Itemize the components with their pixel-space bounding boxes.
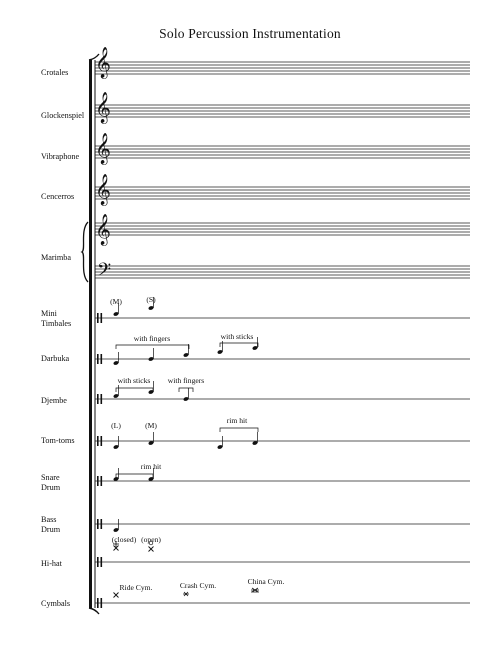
instrument-label-cencerros: Cencerros — [41, 192, 75, 201]
treble-clef-icon: 𝄞 — [95, 92, 111, 123]
instrument-label-crotales: Crotales — [41, 68, 69, 77]
percussion-clef-icon — [97, 519, 99, 529]
system-bracket — [89, 60, 92, 608]
treble-clef-icon: 𝄞 — [95, 47, 111, 78]
annotation-china-cymbal: China Cym. — [247, 577, 285, 586]
bass-clef-icon: 𝄢 — [97, 260, 112, 285]
percussion-clef-icon — [97, 476, 99, 486]
marimba-brace — [82, 222, 88, 282]
percussion-clef-icon — [101, 598, 103, 608]
phrase-bracket — [116, 388, 153, 392]
instrument-label-darbuka: Darbuka — [41, 354, 70, 363]
phrase-bracket — [220, 428, 258, 432]
annotation-open: (open) — [141, 535, 161, 544]
annotation-with-sticks: with sticks — [220, 332, 254, 341]
instrument-label-vibraphone: Vibraphone — [41, 152, 80, 161]
instrument-label-bass-drum: Bass Drum — [41, 515, 61, 534]
percussion-clef-icon — [97, 313, 99, 323]
treble-clef-icon: 𝄞 — [95, 133, 111, 164]
instrument-label-mini-timbales: Mini Timbales — [41, 309, 72, 328]
instrument-label-djembe: Djembe — [41, 396, 67, 405]
instrument-label-hi-hat: Hi-hat — [41, 559, 62, 568]
percussion-clef-icon — [101, 354, 103, 364]
phrase-bracket — [116, 345, 189, 349]
annotation-medium: (M) — [145, 421, 157, 430]
hihat-open-note — [149, 547, 154, 552]
bracket-hook — [89, 608, 99, 614]
percussion-clef-icon — [97, 354, 99, 364]
instrument-label-glockenspiel: Glockenspiel — [41, 111, 85, 120]
phrase-bracket — [220, 343, 258, 347]
treble-clef-icon: 𝄞 — [95, 174, 111, 205]
annotation-with-fingers: with fingers — [133, 334, 171, 343]
percussion-clef-icon — [97, 436, 99, 446]
phrase-bracket — [116, 474, 153, 478]
percussion-clef-icon — [101, 476, 103, 486]
instrument-label-snare-drum: Snare Drum — [41, 473, 61, 492]
annotation-rim-hit: rim hit — [140, 462, 162, 471]
percussion-clef-icon — [101, 557, 103, 567]
percussion-clef-icon — [97, 598, 99, 608]
percussion-clef-icon — [101, 519, 103, 529]
percussion-clef-icon — [97, 394, 99, 404]
china-cymbal-note — [251, 588, 259, 592]
annotation-small: (S) — [146, 295, 156, 304]
instrument-label-marimba: Marimba — [41, 253, 72, 262]
score-title: Solo Percussion Instrumentation — [159, 26, 341, 41]
percussion-clef-icon — [101, 313, 103, 323]
percussion-clef-icon — [101, 394, 103, 404]
instrument-label-tom-toms: Tom-toms — [41, 436, 75, 445]
instrument-label-cymbals: Cymbals — [41, 599, 71, 608]
annotation-with-fingers: with fingers — [167, 376, 205, 385]
annotation-medium: (M) — [110, 297, 122, 306]
annotation-closed: (closed) — [111, 535, 137, 544]
crash-cymbal-note — [183, 592, 189, 596]
treble-clef-icon: 𝄞 — [95, 214, 111, 245]
percussion-clef-icon — [97, 557, 99, 567]
annotation-large: (L) — [111, 421, 121, 430]
annotation-with-sticks: with sticks — [117, 376, 151, 385]
annotation-ride-cymbal: Ride Cym. — [119, 583, 153, 592]
annotation-crash-cymbal: Crash Cym. — [179, 581, 217, 590]
percussion-clef-icon — [101, 436, 103, 446]
annotation-rim-hit: rim hit — [226, 416, 248, 425]
phrase-bracket — [179, 388, 193, 392]
ride-cymbal-note — [114, 593, 119, 598]
